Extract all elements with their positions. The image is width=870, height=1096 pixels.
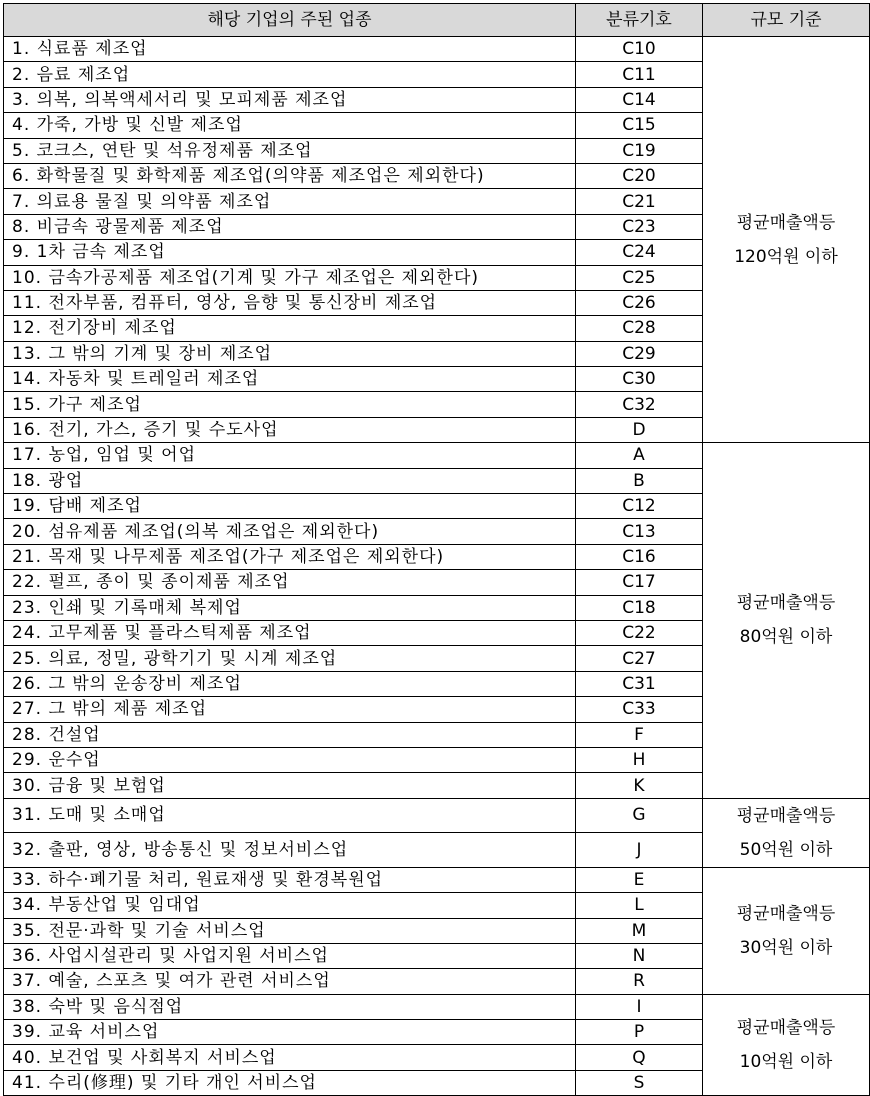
table-body (4, 37, 870, 1096)
classification-code: L (576, 893, 703, 918)
industry-name: 6. 화학물질 및 화학제품 제조업(의약품 제조업은 제외한다) (4, 163, 576, 188)
classification-code: C10 (576, 37, 703, 62)
classification-code: E (576, 867, 703, 892)
industry-name: 19. 담배 제조업 (4, 494, 576, 519)
industry-name: 3. 의복, 의복액세서리 및 모피제품 제조업 (4, 87, 576, 112)
scale-line-1: 평균매출액등 (736, 593, 836, 614)
classification-code: R (576, 969, 703, 994)
industry-name: 17. 농업, 임업 및 어업 (4, 443, 576, 468)
scale-criterion (703, 867, 870, 994)
industry-name: 22. 펄프, 종이 및 종이제품 제조업 (4, 570, 576, 595)
industry-name: 23. 인쇄 및 기록매체 복제업 (4, 595, 576, 620)
scale-line-2: 120억원 이하 (734, 246, 838, 267)
classification-code: C24 (576, 240, 703, 265)
table-row (4, 798, 870, 833)
scale-line-2: 30억원 이하 (739, 937, 833, 958)
classification-code: G (576, 798, 703, 833)
industry-name: 33. 하수·폐기물 처리, 원료재생 및 환경복원업 (4, 867, 576, 892)
table-row (4, 443, 870, 468)
header-industry: 해당 기업의 주된 업종 (4, 4, 576, 37)
classification-code: I (576, 994, 703, 1019)
scale-line-1: 평균매출액등 (736, 805, 836, 826)
classification-code: F (576, 722, 703, 747)
industry-name: 9. 1차 금속 제조업 (4, 240, 576, 265)
classification-code: B (576, 468, 703, 493)
industry-name: 24. 고무제품 및 플라스틱제품 제조업 (4, 620, 576, 645)
classification-code: C30 (576, 367, 703, 392)
classification-code: C23 (576, 214, 703, 239)
classification-code: C26 (576, 290, 703, 315)
scale-criterion (703, 37, 870, 443)
classification-code: J (576, 833, 703, 868)
industry-size-table (3, 3, 870, 1096)
classification-code: C27 (576, 646, 703, 671)
classification-code: C18 (576, 595, 703, 620)
scale-criterion (703, 994, 870, 1096)
industry-name: 31. 도매 및 소매업 (4, 798, 576, 833)
industry-name: 12. 전기장비 제조업 (4, 316, 576, 341)
industry-name: 8. 비금속 광물제품 제조업 (4, 214, 576, 239)
classification-code: K (576, 773, 703, 798)
classification-code: A (576, 443, 703, 468)
industry-name: 2. 음료 제조업 (4, 62, 576, 87)
classification-code: C12 (576, 494, 703, 519)
industry-name: 28. 건설업 (4, 722, 576, 747)
header-row (4, 4, 870, 37)
classification-code: C31 (576, 671, 703, 696)
industry-name: 37. 예술, 스포츠 및 여가 관련 서비스업 (4, 969, 576, 994)
classification-code: C17 (576, 570, 703, 595)
classification-code: C22 (576, 620, 703, 645)
classification-code: C19 (576, 138, 703, 163)
industry-name: 38. 숙박 및 음식점업 (4, 994, 576, 1019)
classification-code: N (576, 943, 703, 968)
header-code: 분류기호 (576, 4, 703, 37)
industry-name: 21. 목재 및 나무제품 제조업(가구 제조업은 제외한다) (4, 544, 576, 569)
classification-code: D (576, 417, 703, 442)
industry-name: 35. 전문·과학 및 기술 서비스업 (4, 918, 576, 943)
industry-name: 30. 금융 및 보험업 (4, 773, 576, 798)
industry-name: 1. 식료품 제조업 (4, 37, 576, 62)
classification-code: Q (576, 1045, 703, 1070)
industry-name: 41. 수리(修理) 및 기타 개인 서비스업 (4, 1070, 576, 1095)
industry-name: 15. 가구 제조업 (4, 392, 576, 417)
industry-name: 16. 전기, 가스, 증기 및 수도사업 (4, 417, 576, 442)
industry-name: 11. 전자부품, 컴퓨터, 영상, 음향 및 통신장비 제조업 (4, 290, 576, 315)
industry-name: 26. 그 밖의 운송장비 제조업 (4, 671, 576, 696)
scale-line-2: 10억원 이하 (739, 1051, 833, 1072)
table-row (4, 867, 870, 892)
industry-name: 18. 광업 (4, 468, 576, 493)
industry-name: 20. 섬유제품 제조업(의복 제조업은 제외한다) (4, 519, 576, 544)
industry-name: 40. 보건업 및 사회복지 서비스업 (4, 1045, 576, 1070)
classification-code: C15 (576, 113, 703, 138)
classification-code: C14 (576, 87, 703, 112)
industry-name: 5. 코크스, 연탄 및 석유정제품 제조업 (4, 138, 576, 163)
classification-code: C11 (576, 62, 703, 87)
scale-criterion (703, 443, 870, 798)
classification-code: C33 (576, 697, 703, 722)
industry-name: 29. 운수업 (4, 747, 576, 772)
classification-code: C20 (576, 163, 703, 188)
classification-code: C21 (576, 189, 703, 214)
scale-criterion (703, 798, 870, 867)
industry-name: 32. 출판, 영상, 방송통신 및 정보서비스업 (4, 833, 576, 868)
classification-code: C16 (576, 544, 703, 569)
classification-code: S (576, 1070, 703, 1095)
industry-name: 14. 자동차 및 트레일러 제조업 (4, 367, 576, 392)
industry-name: 25. 의료, 정밀, 광학기기 및 시계 제조업 (4, 646, 576, 671)
scale-line-1: 평균매출액등 (736, 903, 836, 924)
classification-code: C32 (576, 392, 703, 417)
classification-code: C28 (576, 316, 703, 341)
classification-code: C13 (576, 519, 703, 544)
industry-name: 13. 그 밖의 기계 및 장비 제조업 (4, 341, 576, 366)
classification-code: M (576, 918, 703, 943)
industry-name: 34. 부동산업 및 임대업 (4, 893, 576, 918)
industry-name: 7. 의료용 물질 및 의약품 제조업 (4, 189, 576, 214)
scale-line-2: 50억원 이하 (739, 839, 833, 860)
industry-name: 10. 금속가공제품 제조업(기계 및 가구 제조업은 제외한다) (4, 265, 576, 290)
classification-code: P (576, 1020, 703, 1045)
table-row (4, 994, 870, 1019)
table-row (4, 37, 870, 62)
industry-name: 39. 교육 서비스업 (4, 1020, 576, 1045)
scale-line-2: 80억원 이하 (739, 627, 833, 648)
classification-code: C29 (576, 341, 703, 366)
scale-line-1: 평균매출액등 (736, 212, 836, 233)
scale-line-1: 평균매출액등 (736, 1017, 836, 1038)
industry-name: 36. 사업시설관리 및 사업지원 서비스업 (4, 943, 576, 968)
classification-code: C25 (576, 265, 703, 290)
industry-name: 27. 그 밖의 제품 제조업 (4, 697, 576, 722)
classification-code: H (576, 747, 703, 772)
header-scale: 규모 기준 (703, 4, 870, 37)
industry-name: 4. 가죽, 가방 및 신발 제조업 (4, 113, 576, 138)
